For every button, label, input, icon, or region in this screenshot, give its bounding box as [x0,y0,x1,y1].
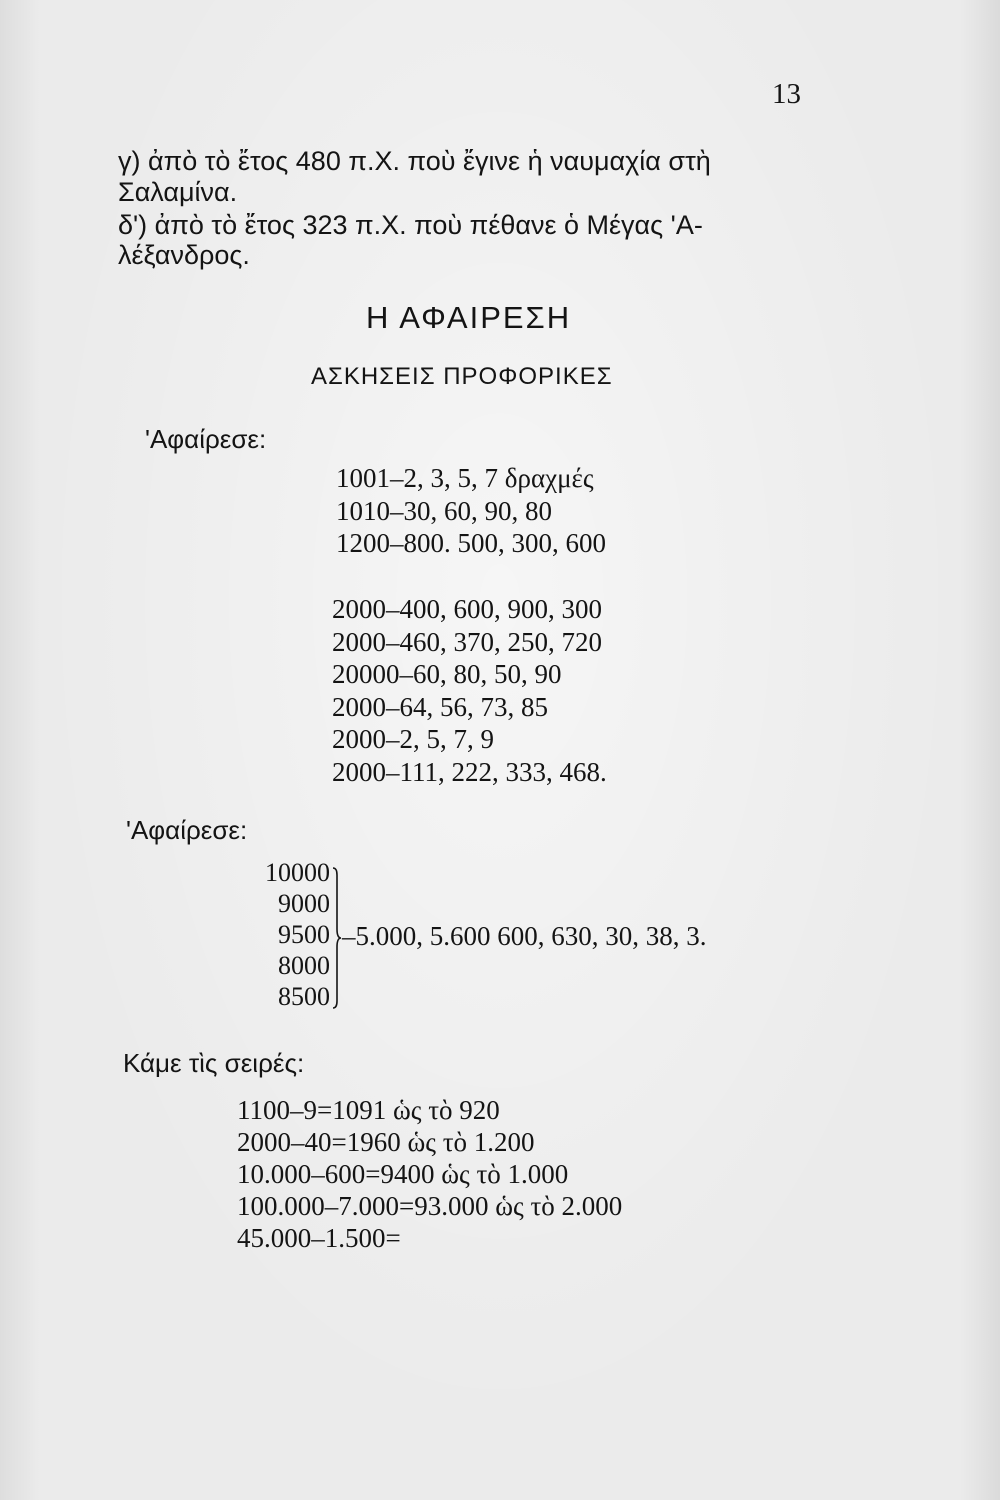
series-line: 2000–40=1960 ὡς τὸ 1.200 [237,1127,535,1157]
intro-line: Σαλαμίνα. [118,177,238,207]
curly-brace-icon [332,867,342,1009]
exercise-line: 2000–64, 56, 73, 85 [332,691,548,722]
exercise-group-2 [332,593,607,788]
bracket-number: 8500 [278,982,330,1011]
instruction-label-series: Κάμε τὶς σειρές: [123,1048,305,1078]
exercise-line: 2000–111, 222, 333, 468. [332,756,607,787]
exercise-line: 2000–2, 5, 7, 9 [332,724,494,754]
instruction-label-subtract: 'Αφαίρεσε: [145,424,267,454]
bracket-number: 9000 [278,889,330,918]
page-number: 13 [772,78,801,110]
series-line: 10.000–600=9400 ὡς τὸ 1.000 [237,1159,569,1189]
section-title: Η ΑΦΑΙΡΕΣΗ [366,300,572,335]
instruction-label-subtract: 'Αφαίρεσε: [126,815,248,845]
series-line: 1100–9=1091 ὡς τὸ 920 [237,1095,500,1125]
exercise-line: 20000–60, 80, 50, 90 [332,659,562,689]
bracket-exercise [260,857,707,1012]
exercise-line: 1200–800. 500, 300, 600 [336,528,606,558]
exercise-line: 1001–2, 3, 5, 7 δραχμές [336,463,594,493]
series-line: 45.000–1.500= [237,1223,401,1253]
intro-line: λέξανδρος. [118,240,250,270]
bracket-number: 8000 [278,951,330,980]
intro-line: γ) ἀπὸ τὸ ἔτος 480 π.Χ. ποὺ ἔγινε ἡ ναυμαχία στὴ [118,146,711,176]
bracket-number-list [260,857,330,1012]
exercise-group-1 [336,462,606,560]
exercise-line: 1010–30, 60, 90, 80 [336,495,552,526]
intro-line: δ') ἀπὸ τὸ ἔτος 323 π.Χ. ποὺ πέθανε ὁ Μέγας 'Α- [118,210,703,240]
bracket-number: 9500 [278,920,330,949]
series-line: 100.000–7.000=93.000 ὡς τὸ 2.000 [237,1191,623,1221]
exercise-line: 2000–460, 370, 250, 720 [332,626,602,657]
series-list [237,1094,622,1254]
bracket-number: 10000 [265,858,330,887]
exercise-line: 2000–400, 600, 900, 300 [332,594,602,624]
section-subtitle: ΑΣΚΗΣΕΙΣ ΠΡΟΦΟΡΙΚΕΣ [311,363,613,390]
bracket-expression: –5.000, 5.600 600, 630, 30, 38, 3. [342,921,707,951]
